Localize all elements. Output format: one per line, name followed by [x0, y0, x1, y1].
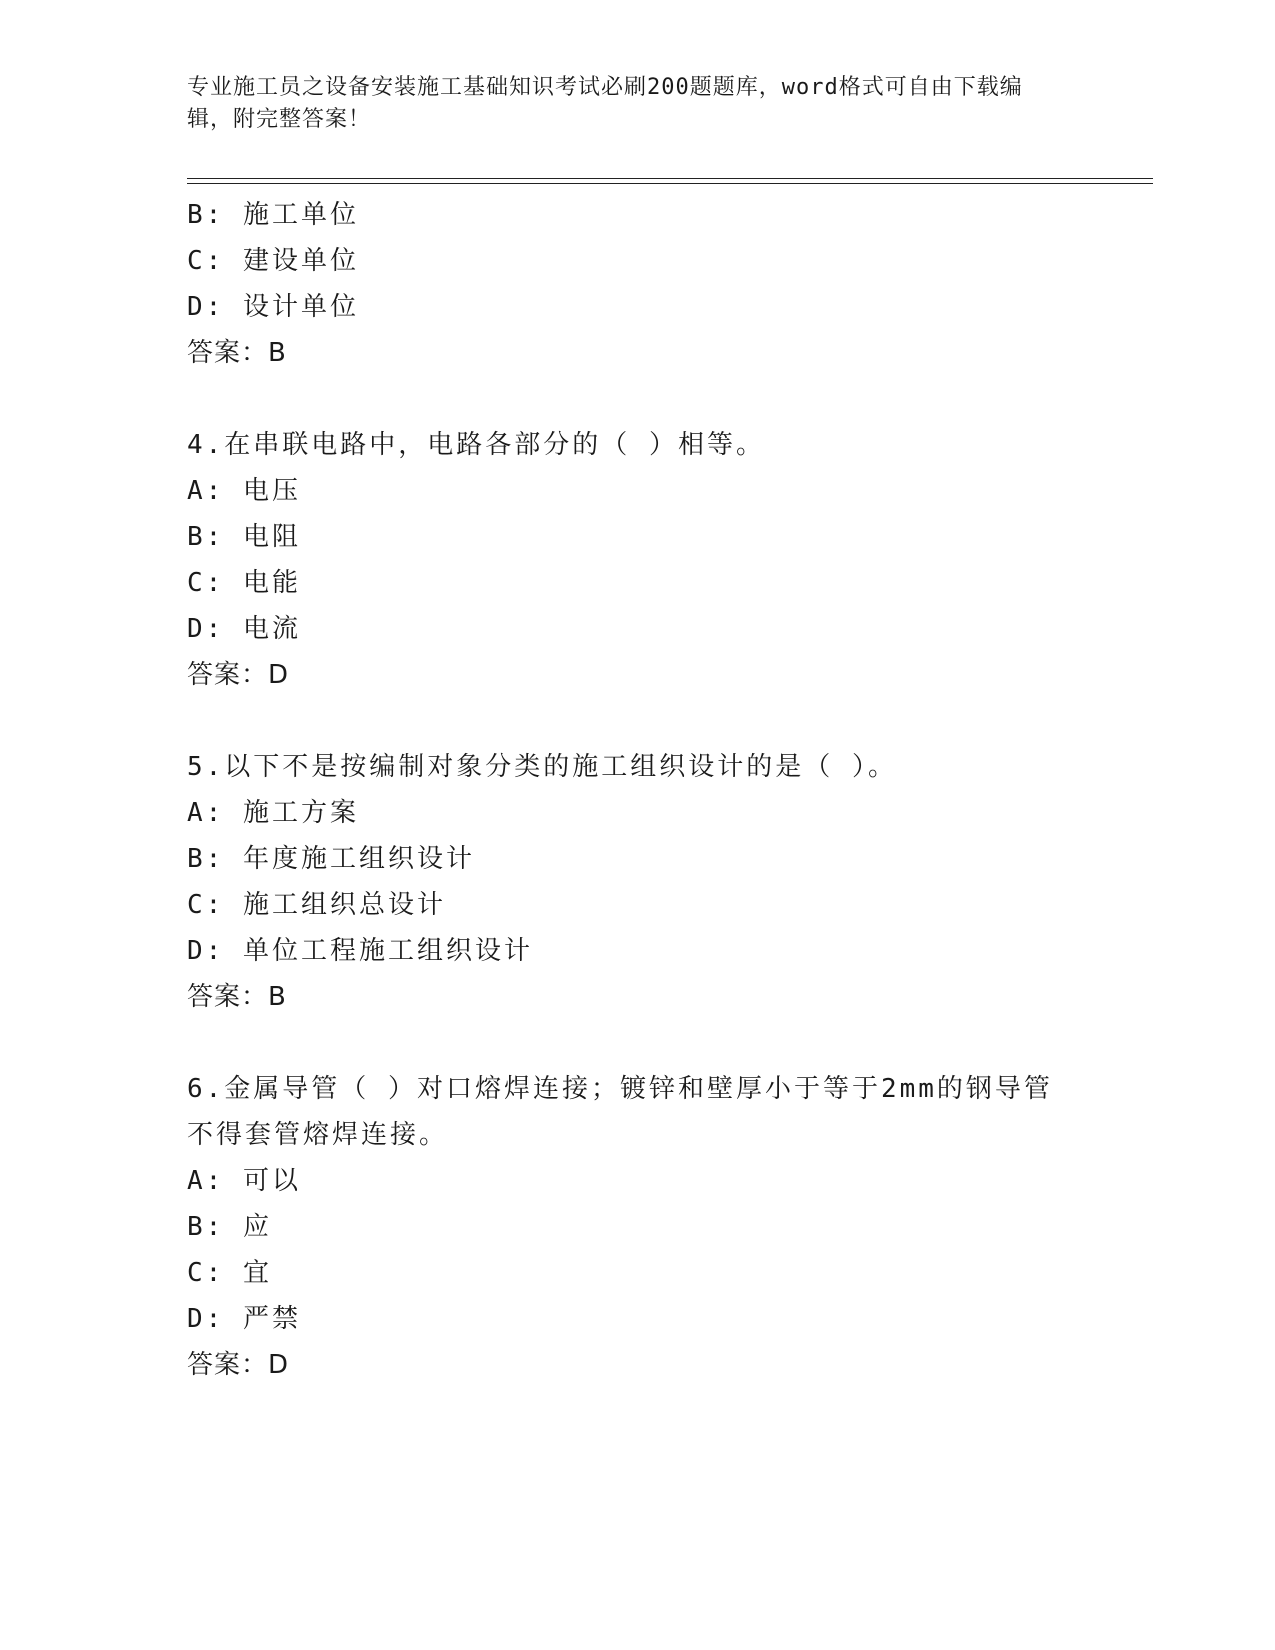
question-3-continuation: [187, 192, 1087, 376]
header-divider-top: [187, 178, 1153, 179]
option-c: C: 施工组织总设计: [187, 890, 446, 920]
option-b: B: 施工单位: [187, 200, 359, 230]
option-d: D: 设计单位: [187, 292, 359, 322]
header-title: 专业施工员之设备安装施工基础知识考试必刷200题题库，word格式可自由下载编辑，附完整答案！: [187, 75, 1023, 132]
option-d: D: 电流: [187, 614, 301, 644]
question-list: [187, 192, 1087, 1388]
option-c: C: 建设单位: [187, 246, 359, 276]
option-c: C: 宜: [187, 1258, 272, 1288]
answer-line: 答案：D: [187, 1350, 290, 1380]
option-b: B: 电阻: [187, 522, 301, 552]
option-a: A: 可以: [187, 1166, 301, 1196]
answer-line: 答案：B: [187, 338, 287, 368]
option-d: D: 严禁: [187, 1304, 301, 1334]
option-c: C: 电能: [187, 568, 301, 598]
question-5: [187, 744, 1087, 1020]
option-a: A: 电压: [187, 476, 301, 506]
option-b: B: 年度施工组织设计: [187, 844, 475, 874]
question-stem: 6.金属导管（ ）对口熔焊连接；镀锌和壁厚小于等于2mm的钢导管不得套管熔焊连接。: [187, 1074, 1053, 1150]
document-header: [187, 72, 1067, 136]
question-6: [187, 1066, 1087, 1388]
header-divider-bottom: [187, 183, 1153, 184]
answer-line: 答案：D: [187, 660, 290, 690]
option-d: D: 单位工程施工组织设计: [187, 936, 533, 966]
option-a: A: 施工方案: [187, 798, 359, 828]
question-4: [187, 422, 1087, 698]
question-stem: 5.以下不是按编制对象分类的施工组织设计的是（ ）。: [187, 752, 897, 782]
option-b: B: 应: [187, 1212, 272, 1242]
answer-line: 答案：B: [187, 982, 287, 1012]
question-stem: 4.在串联电路中，电路各部分的（ ）相等。: [187, 430, 765, 460]
